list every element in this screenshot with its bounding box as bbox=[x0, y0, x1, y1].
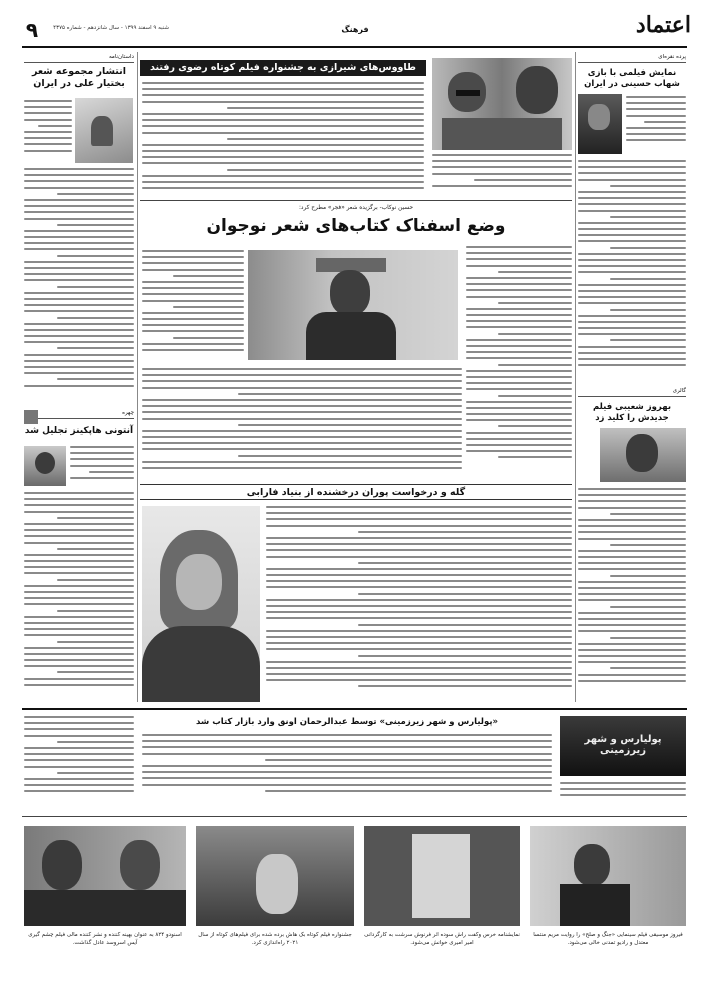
bottom-story-body bbox=[142, 734, 552, 802]
left-column-divider bbox=[137, 52, 138, 702]
obituary-thumbnail bbox=[24, 410, 38, 424]
page-number: ۹ bbox=[25, 18, 39, 42]
main-story-kicker: حسین نوکاب- برگزیده‌ شعر «فجر» مطرح کرد: bbox=[298, 205, 414, 211]
photo-strip-caption-3: جشنواره فیلم کوتاه بک هاش برده شده برای فیلم‌های کوتاه از سال ۲۰۲۱ راه‌اندازی کرد. bbox=[198, 932, 352, 946]
photo-strip-1 bbox=[530, 826, 686, 926]
photo-strip-caption-4: اسنودو ۸۲۴ به عنوان بهینه کننده و نشر کننده‌ مالی فیلم چشم گیری آیس اسروسد عادل گذاشت. bbox=[28, 932, 182, 946]
photo-strip-caption-1: فیروز موسیقی فیلم سینمایی «جنگ و صلح» را روایت مریم منتسا معتدل و رادیو تمدنی خالی می‌شود. bbox=[533, 932, 683, 946]
right-column-divider bbox=[575, 52, 576, 702]
left-column-body bbox=[24, 100, 72, 160]
right-column-body-2 bbox=[578, 160, 686, 380]
photo-strip-2 bbox=[364, 826, 520, 926]
film-poster-image bbox=[578, 94, 622, 154]
date-line: شنبه ۹ اسفند ۱۳۹۹ - سال شانزدهم - شماره ۴۳۷۵ bbox=[53, 25, 169, 31]
hopkins-portrait bbox=[24, 446, 66, 486]
obituary-body bbox=[70, 446, 134, 486]
book-cover-title: پولیارس و شهر زیرزمینی bbox=[584, 734, 662, 756]
center-top-headline: طاووس‌های شیرازی به جشنواره فیلم کوتاه رضوی رفتند bbox=[140, 60, 426, 76]
photo-strip-3 bbox=[196, 826, 354, 926]
book-cover-polyaris bbox=[560, 716, 686, 776]
left-column-body-2 bbox=[24, 168, 134, 400]
photo-strip-rule bbox=[22, 816, 687, 817]
main-story-col-left bbox=[142, 250, 244, 362]
gallery-body bbox=[578, 488, 686, 698]
main-story-top-rule bbox=[140, 200, 572, 201]
publication-logo: اعتماد bbox=[635, 12, 691, 38]
pouran-story-headline: گله و درخواست پوران درخشنده از بنیاد فارابی bbox=[140, 484, 572, 500]
masthead-rule bbox=[22, 46, 687, 48]
center-top-body bbox=[142, 82, 424, 197]
right-column-tag: پرده نقره‌ای bbox=[578, 54, 686, 63]
obituary-headline: آنتونی هاپکینز تجلیل شد bbox=[24, 426, 134, 436]
photo-strip-4 bbox=[24, 826, 186, 926]
section-title: فرهنگ bbox=[341, 25, 369, 34]
poet-portrait-photo bbox=[248, 250, 458, 360]
main-story-headline: وضع اسفناک کتاب‌های شعر نوجوان bbox=[206, 216, 506, 236]
obituary-body-2 bbox=[24, 492, 134, 700]
obituary-tag: چهره bbox=[24, 410, 134, 419]
pouran-story-body bbox=[266, 506, 572, 702]
photo-strip-caption-2: نمایشنامه خرس وکفت راش سوده اثر فرنوش سرشت به کارگردانی امیر امیری خوانش می‌شود. bbox=[364, 932, 520, 946]
shoaibi-portrait bbox=[600, 428, 686, 482]
left-column-headline: انتشار مجموعه شعر بختیار علی در ایران bbox=[32, 66, 126, 89]
bottom-story-headline: «پولیارس و شهر زیرزمینی» توسط عبدالرحمان اونق وارد بازار کتاب شد bbox=[195, 717, 498, 727]
center-top-body-2 bbox=[432, 154, 572, 196]
left-column-tag: داستان‌نامه bbox=[24, 54, 134, 63]
main-story-col-right bbox=[466, 246, 572, 478]
main-story-bottom bbox=[142, 368, 462, 478]
right-column-body bbox=[626, 96, 686, 154]
pouran-portrait-photo bbox=[142, 506, 260, 702]
book-caption-lines bbox=[560, 782, 686, 802]
right-column-headline: نمایش فیلمی با بازی شهاب حسینی در ایران bbox=[584, 68, 680, 89]
gallery-headline: بهروز شعیبی فیلم جدیدش را کلید زد bbox=[592, 402, 672, 423]
gallery-tag: گالری bbox=[578, 388, 686, 397]
bottom-left-column bbox=[24, 716, 134, 804]
book-cover-image bbox=[75, 98, 133, 163]
shirazi-peacocks-photo bbox=[432, 58, 572, 150]
bottom-section-rule bbox=[22, 708, 687, 710]
